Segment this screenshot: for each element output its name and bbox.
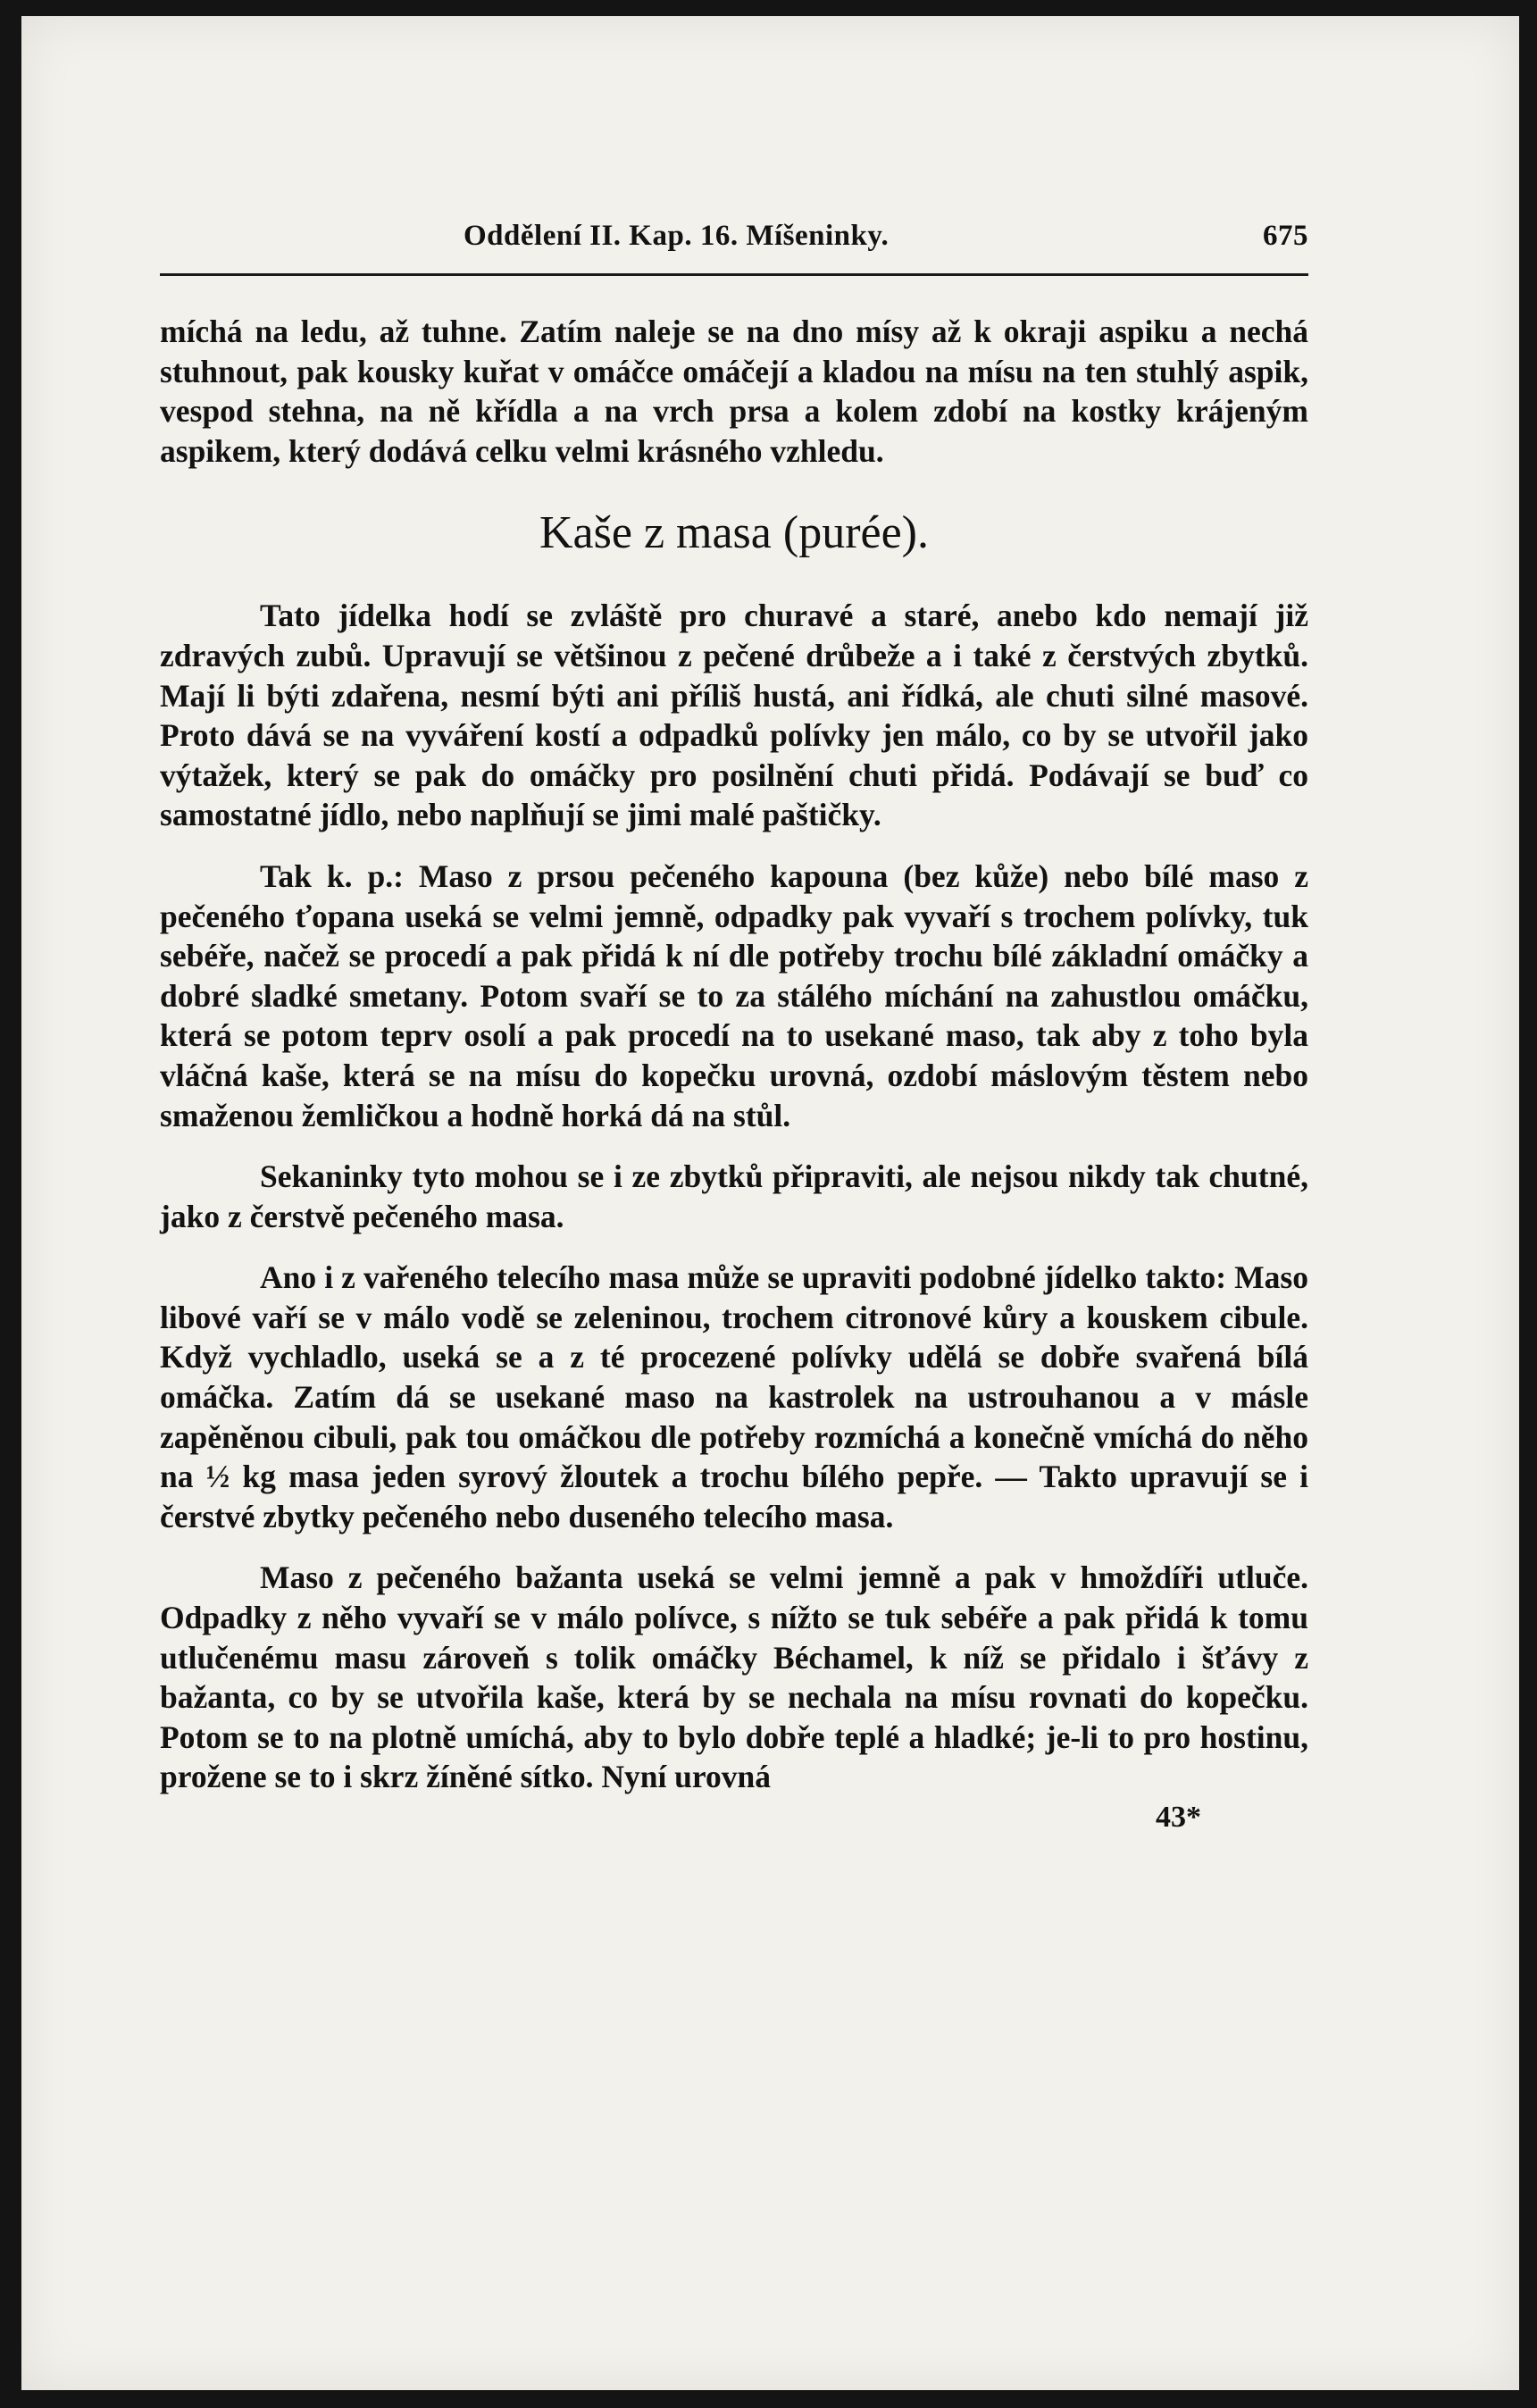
running-title: Oddělení II. Kap. 16. Míšeninky. bbox=[464, 220, 890, 252]
signature-mark: 43* bbox=[1156, 1801, 1201, 1834]
header-rule bbox=[160, 273, 1308, 276]
paragraph-leftovers: Sekaninky tyto mohou se i ze zbytků připraviti, ale nejsou nikdy tak chutné, jako z čerstvě pečeného masa. bbox=[160, 1158, 1308, 1234]
paragraph-capon: Tak k. p.: Maso z prsou pečeného kapouna (bez kůže) nebo bílé maso z pečeného ťopana useká se velmi jemně, odpadky pak vyvaří s trochem polívky, tuk sebéře, načež se procedí a pak přidá k ní dle potřeby trochu bílé základní omáčky a dobré sladké smetany. Potom svaří se to za stálého míchání na zahustlou omáčku, která se potom teprv osolí a pak procedí na to usekané maso, tak aby z toho byla vláčná kaše, která se na mísu do kopečku urovná, ozdobí máslovým těstem nebo smaženou žemličkou a hodně horká dá na stůl. bbox=[160, 857, 1308, 1133]
running-head bbox=[160, 220, 1308, 266]
section-heading: Kaše z masa (purée). bbox=[539, 507, 929, 559]
paragraph-intro: Tato jídelka hodí se zvláště pro churavé a staré, anebo kdo nemají již zdravých zubů. Upravují se většinou z pečené drůbeže a i také z čerstvých zbytků. Mají li býti zdařena, nesmí býti ani příliš hustá, ani řídká, ale chuti silné masové. Proto dává se na vyváření kostí a odpadků polívky jen málo, co by se utvořil jako výtažek, který se pak do omáčky pro posilnění chuti přidá. Podávají se buď co samostatné jídlo, nebo naplňují se jimi malé paštičky. bbox=[160, 598, 1308, 833]
page-number: 675 bbox=[1263, 220, 1308, 252]
book-page bbox=[21, 16, 1519, 2390]
paragraph-continuation: míchá na ledu, až tuhne. Zatím naleje se na dno mísy až k okraji aspiku a nechá stuhnout, pak kousky kuřat v omáčce omáčejí a kladou na mísu na ten stuhlý aspik, vespod stehna, na ně křídla a na vrch prsa a kolem zdobí na kostky krájeným aspikem, který dodává celku velmi krásného vzhledu. bbox=[160, 314, 1308, 469]
text-block bbox=[160, 220, 1308, 1835]
paragraph-pheasant: Maso z pečeného bažanta useká se velmi jemně a pak v hmoždíři utluče. Odpadky z něho vyvaří se v málo polívce, s nížto se tuk sebéře a pak přidá k tomu utlučenému masu zároveň s tolik omáčky Béchamel, k níž se přidalo i šťávy z bažanta, co by se utvořila kaše, která by se nechala na mísu rovnati do kopečku. Potom se to na plotně umíchá, aby to bylo dobře teplé a hladké; je-li to pro hostinu, prožene se to i skrz žíněné sítko. Nyní urovná bbox=[160, 1559, 1308, 1795]
paragraph-veal: Ano i z vařeného telecího masa může se upraviti podobné jídelko takto: Maso libové vaří se v málo vodě se zeleninou, trochem citronové kůry a kouskem cibule. Když vychladlo, useká se a z té procezené polívky udělá se dobře svařená bílá omáčka. Zatím dá se usekané maso na kastrolek na ustrouhanou a v másle zapěněnou cibuli, pak tou omáčkou dle potřeby rozmíchá a konečně vmíchá do něho na ½ kg masa jeden syrový žloutek a trochu bílého pepře. — Takto upravují se i čerstvé zbytky pečeného nebo duseného telecího masa. bbox=[160, 1259, 1308, 1534]
